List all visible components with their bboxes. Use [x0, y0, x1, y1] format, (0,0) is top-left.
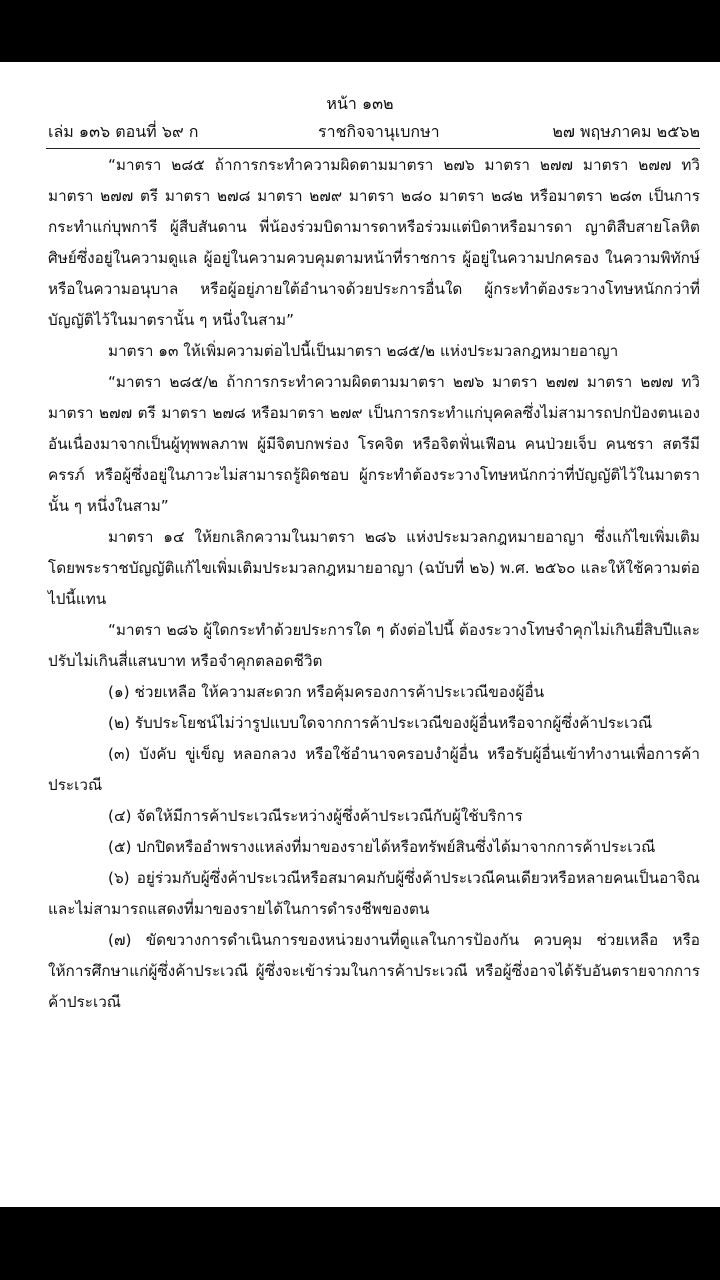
list-item: (๓) บังคับ ขู่เข็ญ หลอกลวง หรือใช้อำนาจครอบงำผู้อื่น หรือรับผู้อื่นเข้าทำงานเพื่อการค้าประเวณี [48, 745, 700, 794]
list-item: (๔) จัดให้มีการค้าประเวณีระหว่างผู้ซึ่งค้าประเวณีกับผู้ใช้บริการ [108, 807, 523, 825]
list-item: (๕) ปกปิดหรืออำพรางแหล่งที่มาของรายได้หรือทรัพย์สินซึ่งได้มาจากการค้าประเวณี [108, 838, 656, 856]
list-item: (๗) ขัดขวางการดำเนินการของหน่วยงานที่ดูแลในการป้องกัน ควบคุม ช่วยเหลือ หรือให้การศึกษาแก่ผู้ซึ่งค้าประเวณี ผู้ซึ่งจะเข้าร่วมในการค้าประเวณี หรือผู้ซึ่งอาจได้รับอันตรายจากการค้าประเวณี [48, 931, 700, 1011]
paragraph: “มาตรา ๒๘๕ ถ้าการกระทำความผิดตามมาตรา ๒๗๖ มาตรา ๒๗๗ มาตรา ๒๗๗ ทวิ มาตรา ๒๗๗ ตรี มาตรา ๒๗๘ มาตรา ๒๗๙ มาตรา ๒๘๐ มาตรา ๒๘๒ หรือมาตรา ๒๘๓ เป็นการกระทำแก่บุพการี ผู้สืบสันดาน พี่น้องร่วมบิดามารดาหรือร่วมแต่บิดาหรือมารดา ญาติสืบสายโลหิต ศิษย์ซึ่งอยู่ในความดูแล ผู้อยู่ในความควบคุมตามหน้าที่ราชการ ผู้อยู่ในความปกครอง ในความพิทักษ์ หรือในความอนุบาล หรือผู้อยู่ภายใต้อำนาจด้วยประการอื่นใด ผู้กระทำต้องระวางโทษหนักกว่าที่บัญญัติไว้ในมาตรานั้น ๆ หนึ่งในสาม” [48, 156, 700, 329]
top-black-bar [0, 0, 720, 62]
paragraph: มาตรา ๑๓ ให้เพิ่มความต่อไปนี้เป็นมาตรา ๒๘๕/๒ แห่งประมวลกฎหมายอาญา [108, 342, 619, 360]
paragraph: “มาตรา ๒๘๖ ผู้ใดกระทำด้วยประการใด ๆ ดังต่อไปนี้ ต้องระวางโทษจำคุกไม่เกินยี่สิบปีและปรับไม่เกินสี่แสนบาท หรือจำคุกตลอดชีวิต [48, 621, 700, 670]
publication-date: ๒๗ พฤษภาคม ๒๕๖๒ [552, 122, 700, 141]
volume-issue: เล่ม ๑๓๖ ตอนที่ ๖๙ ก [48, 122, 199, 141]
header-rule [46, 148, 700, 149]
gazette-page [0, 62, 720, 1207]
list-item: (๒) รับประโยชน์ไม่ว่ารูปแบบใดจากการค้าประเวณีของผู้อื่นหรือจากผู้ซึ่งค้าประเวณี [108, 714, 653, 732]
paragraph: “มาตรา ๒๘๕/๒ ถ้าการกระทำความผิดตามมาตรา ๒๗๖ มาตรา ๒๗๗ มาตรา ๒๗๗ ทวิ มาตรา ๒๗๗ ตรี มาตรา ๒๗๘ หรือมาตรา ๒๗๙ เป็นการกระทำแก่บุคคลซึ่งไม่สามารถปกป้องตนเองอันเนื่องมาจากเป็นผู้ทุพพลภาพ ผู้มีจิตบกพร่อง โรคจิต หรือจิตฟั่นเฟือน คนป่วยเจ็บ คนชรา สตรีมีครรภ์ หรือผู้ซึ่งอยู่ในภาวะไม่สามารถรู้ผิดชอบ ผู้กระทำต้องระวางโทษหนักกว่าที่บัญญัติไว้ในมาตรานั้น ๆ หนึ่งในสาม” [48, 373, 700, 515]
document-body [48, 150, 700, 1018]
running-header [48, 120, 700, 144]
list-item: (๑) ช่วยเหลือ ให้ความสะดวก หรือคุ้มครองการค้าประเวณีของผู้อื่น [108, 683, 545, 701]
publication-title: ราชกิจจานุเบกษา [318, 122, 440, 141]
list-item: (๖) อยู่ร่วมกับผู้ซึ่งค้าประเวณีหรือสมาคมกับผู้ซึ่งค้าประเวณีคนเดียวหรือหลายคนเป็นอาจิณและไม่สามารถแสดงที่มาของรายได้ในการดำรงชีพของตน [48, 869, 700, 918]
bottom-black-bar [0, 1207, 720, 1280]
page-number: หน้า ๑๓๒ [326, 94, 394, 113]
paragraph: มาตรา ๑๔ ให้ยกเลิกความในมาตรา ๒๘๖ แห่งประมวลกฎหมายอาญา ซึ่งแก้ไขเพิ่มเติมโดยพระราชบัญญัติแก้ไขเพิ่มเติมประมวลกฎหมายอาญา (ฉบับที่ ๒๖) พ.ศ. ๒๕๖๐ และให้ใช้ความต่อไปนี้แทน [48, 528, 700, 608]
